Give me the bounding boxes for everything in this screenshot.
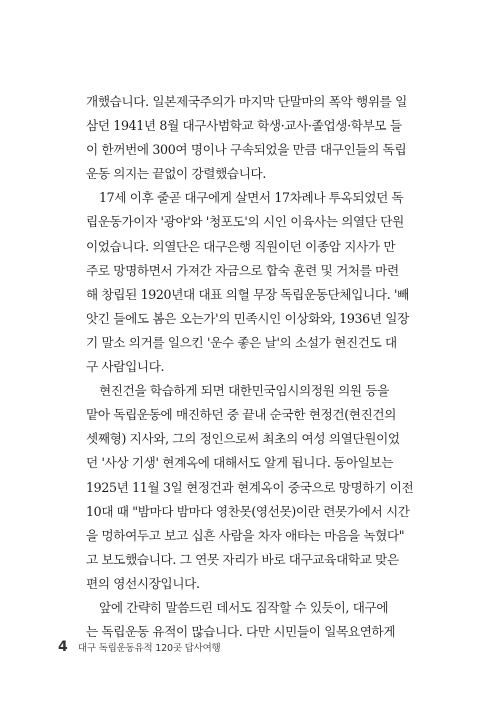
text-line: 립운동가이자 '광야'와 '청포도'의 시인 이육사는 의열단 단원 — [86, 214, 404, 230]
text-line: 10대 때 "밤마다 밤마다 영찬못(영선못)이란 련못가에서 시간 — [86, 503, 410, 519]
text-line: 고 보도했습니다. 그 연못 자리가 바로 대구교육대학교 맞은 — [86, 551, 399, 567]
text-line: 주로 망명하면서 가져간 자금으로 합숙 훈련 및 거처를 마련 — [86, 262, 399, 278]
text-line: 을 멍하여두고 보고 십흔 사람을 차자 애타는 마음을 녹혔다" — [86, 527, 405, 543]
running-title: 대구 독립운동유적 120곳 답사여행 — [77, 643, 221, 654]
text-line: 앞에 간략히 말씀드린 데서도 짐작할 수 있듯이, 대구에 — [99, 599, 389, 615]
page-footer — [58, 636, 221, 655]
text-line: 현진건을 학습하게 되면 대한민국임시의정원 의원 등을 — [99, 383, 390, 399]
text-line: 기 말소 의거를 일으킨 '운수 좋은 날'의 소설가 현진건도 대 — [86, 334, 397, 350]
text-line: 구 사람입니다. — [86, 359, 165, 375]
text-line: 개했습니다. 일본제국주의가 마지막 단말마의 폭악 행위를 일 — [86, 94, 407, 109]
body-text — [86, 90, 426, 644]
text-line: 해 창립된 1920년대 대표 의혈 무장 독립운동단체입니다. '빼 — [86, 286, 409, 302]
text-line: 1925년 11월 3일 현정건과 현계옥이 중국으로 망명하기 이전 — [86, 479, 414, 495]
text-line: 는 독립운동 유적이 많습니다. 다만 시민들이 일목요연하게 — [86, 624, 396, 640]
text-line: 맡아 독립운동에 매진하던 중 끝내 순국한 현정건(현진건의 — [86, 407, 397, 423]
text-line: 이었습니다. 의열단은 대구은행 직원이던 이종암 지사가 만 — [86, 238, 396, 254]
text-line: 던 '사상 기생' 현계옥에 대해서도 알게 됩니다. 동아일보는 — [86, 455, 394, 471]
text-line: 편의 영선시장입니다. — [86, 575, 200, 591]
text-line: 삼던 1941년 8월 대구사범학교 학생·교사·졸업생·학부모 들 — [86, 118, 402, 134]
text-line: 앗긴 들에도 봄은 오는가'의 민족시인 이상화와, 1936년 일장 — [86, 310, 409, 326]
page-number: 4 — [58, 639, 68, 655]
text-line: 셋째형) 지사와, 그의 정인으로써 최초의 여성 의열단원이었 — [86, 431, 400, 447]
text-line: 이 한꺼번에 300여 명이나 구속되었을 만큼 대구인들의 독립 — [86, 142, 407, 158]
text-line: 17세 이후 줄곧 대구에게 살면서 17차례나 투옥되었던 독 — [99, 190, 404, 206]
text-line: 운동 의지는 끝없이 강렬했습니다. — [86, 166, 267, 182]
